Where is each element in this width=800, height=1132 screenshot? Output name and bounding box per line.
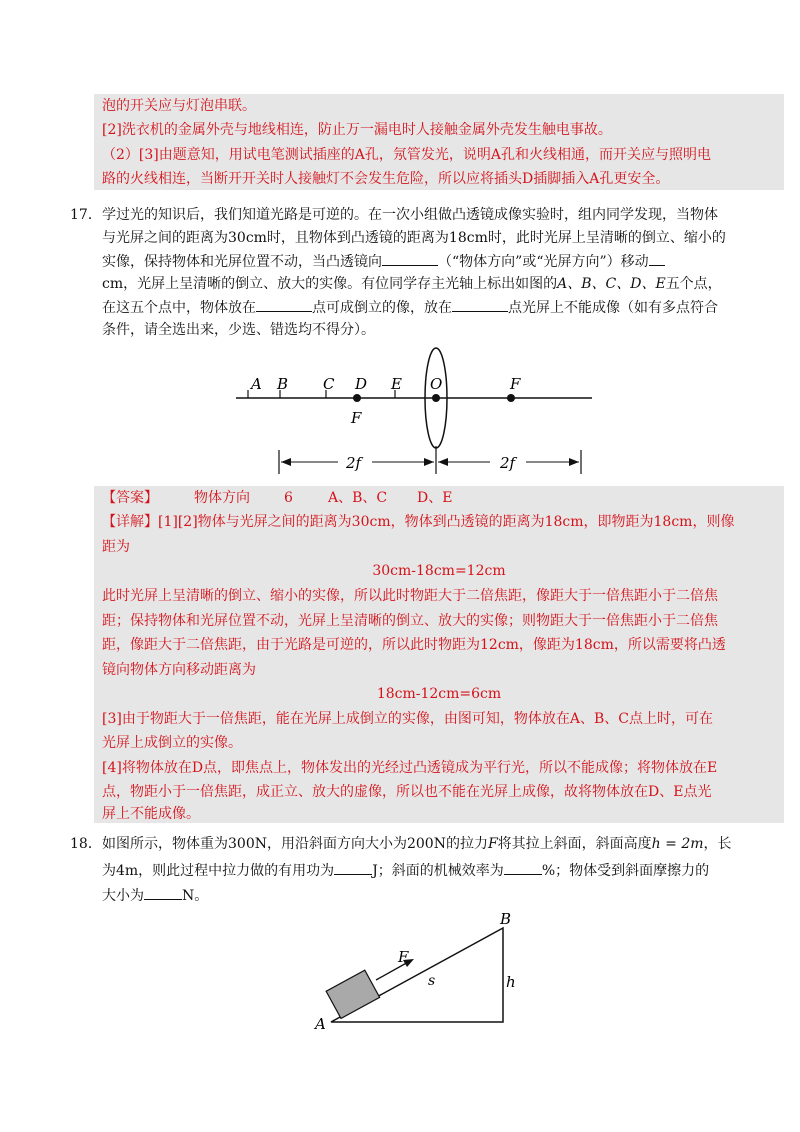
answer17-line: 【答案】 物体方向 6 A、B、C D、E <box>102 490 453 506</box>
block <box>326 970 379 1018</box>
lens-optics-diagram <box>0 340 800 485</box>
focus-point-right <box>507 394 515 402</box>
q17-line-2: 与光屏之间的距离为30cm时，且物体到凸透镜的距离为18cm时，此时光屏上呈清晰的倒立、缩小的 <box>102 230 726 246</box>
label-f-right: F <box>510 375 521 393</box>
label-b: B <box>500 910 512 928</box>
lens-center-point <box>432 394 440 402</box>
label-2f-left: 2f <box>346 454 362 472</box>
label-d: D <box>355 375 368 393</box>
detail17-line-4: 距；保持物体和光屏位置不动，光屏上呈清晰的倒立、放大的实像；则物距大于一倍焦距小于二倍焦 <box>102 613 718 629</box>
q17-line-5: 在这五个点中，物体放在 点可成倒立的像，放在 点光屏上不能成像（如有多点符合 <box>102 297 718 318</box>
detail17-line-10: 点，物距小于一倍焦距，成正立、放大的虚像，所以也不能在光屏上成像，故将物体放在D、E点光 <box>102 784 712 800</box>
q18-blank-1 <box>334 860 372 875</box>
question-17-number: 17． <box>70 207 102 223</box>
label-s: s <box>428 973 436 989</box>
label-a: A <box>315 1015 326 1033</box>
q17-blank-3 <box>256 297 312 312</box>
prev-answer-line-3: （2）[3]由题意知，用试电笔测试插座的A孔，氖管发光，说明A孔和火线相通，而开关应与照明电 <box>102 147 711 163</box>
detail17-line-1: 【详解】[1][2]物体与光屏之间的距离为30cm，物体到凸透镜的距离为18cm，即物距为18cm，则像 <box>102 514 735 530</box>
label-2f-right: 2f <box>500 454 516 472</box>
label-b: B <box>277 375 289 393</box>
prev-answer-line-1: 泡的开关应与灯泡串联。 <box>102 98 256 114</box>
q17-line-6: 条件，请全选出来，少选、错选均不得分）。 <box>102 322 375 338</box>
detail17-line-6: 镜向物体方向移动距离为 <box>102 662 256 678</box>
label-h: h <box>506 973 516 991</box>
q18-line-3: 大小为 N。 <box>102 885 208 906</box>
detail17-line-11: 屏上不能成像。 <box>102 806 200 822</box>
detail17-line-3: 此时光屏上呈清晰的倒立、缩小的实像，所以此时物距大于二倍焦距，像距大于一倍焦距小于二倍焦 <box>102 588 718 604</box>
label-f-left: F <box>351 409 362 427</box>
incline-diagram <box>0 905 800 1040</box>
label-c: C <box>323 375 335 393</box>
q17-line-3: 实像，保持物体和光屏位置不动，当凸透镜向 （“物体方向”或“光屏方向”）移动 <box>102 251 665 272</box>
q18-blank-2 <box>504 860 542 875</box>
question-18-number: 18． <box>70 836 102 852</box>
prev-answer-line-2: [2]洗衣机的金属外壳与地线相连，防止万一漏电时人接触金属外壳发生触电事故。 <box>102 122 612 138</box>
q18-line-1: 如图所示，物体重为300N，用沿斜面方向大小为200N的拉力F将其拉上斜面，斜面高度h = 2m，长 <box>102 836 732 852</box>
label-e: E <box>391 375 402 393</box>
detail17-equation-1: 30cm-18cm=12cm <box>372 563 506 579</box>
q17-line-1: 学过光的知识后，我们知道光路是可逆的。在一次小组做凸透镜成像实验时，组内同学发现，当物体 <box>102 207 718 223</box>
detail17-line-7: [3]由于物距大于一倍焦距，能在光屏上成倒立的实像，由图可知，物体放在A、B、C点上时，可在 <box>102 711 713 727</box>
q18-line-2: 为4m，则此过程中拉力做的有用功为 J；斜面的机械效率为 %；物体受到斜面摩擦力的 <box>102 860 709 881</box>
detail17-line-9: [4]将物体放在D点，即焦点上，物体发出的光经过凸透镜成为平行光，所以不能成像；将物体放在E <box>102 760 718 776</box>
focus-point-left <box>353 394 361 402</box>
q17-blank-4 <box>452 297 508 312</box>
label-f: F <box>398 948 409 966</box>
detail17-line-8: 光屏上成倒立的实像。 <box>102 735 242 751</box>
q17-line-4: cm，光屏上呈清晰的倒立、放大的实像。有位同学存主光轴上标出如图的A、B、C、D、E五个点， <box>102 276 722 292</box>
q17-blank-1 <box>382 251 438 266</box>
detail17-line-5: 距，像距大于二倍焦距，由于光路是可逆的，所以此时物距为12cm，像距为18cm，所以需要将凸透 <box>102 637 726 653</box>
q18-blank-3 <box>144 885 182 900</box>
q17-blank-2 <box>649 251 665 266</box>
detail17-line-2: 距为 <box>102 539 130 555</box>
prev-answer-line-4: 路的火线相连，当断开开关时人接触灯不会发生危险，所以应将插头D插脚插入A孔更安全。 <box>102 171 670 187</box>
label-o: O <box>430 375 443 393</box>
label-a: A <box>251 375 262 393</box>
detail17-equation-2: 18cm-12cm=6cm <box>376 686 502 702</box>
